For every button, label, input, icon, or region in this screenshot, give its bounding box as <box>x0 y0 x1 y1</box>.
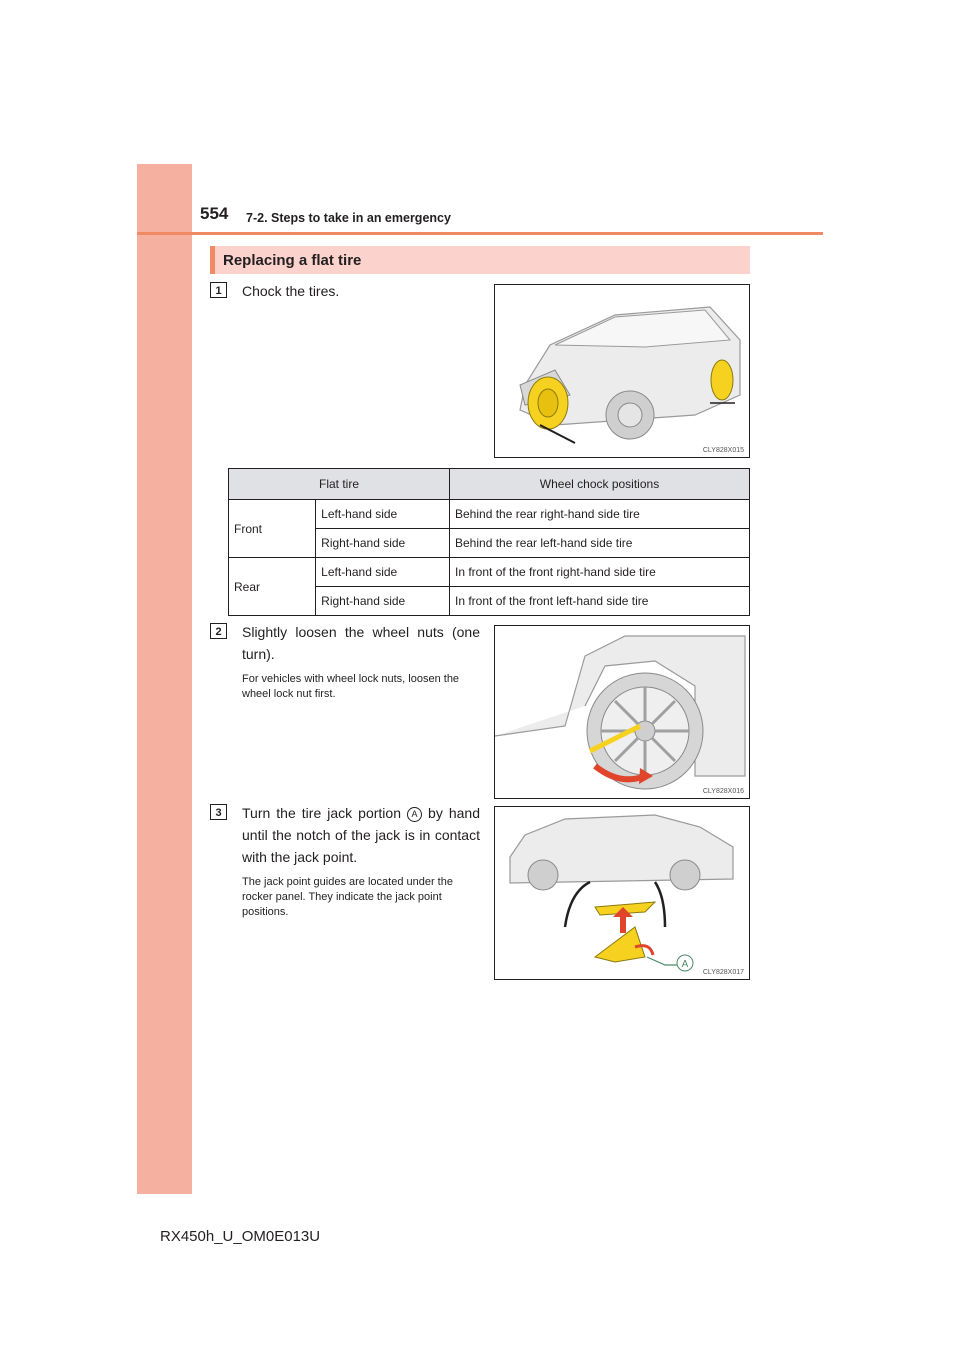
chapter-heading: 7-2. Steps to take in an emergency <box>246 211 451 225</box>
step-2-number: 2 <box>210 623 227 639</box>
table-header-row <box>229 469 750 500</box>
step-3-text-after: by hand until the notch of the jack is in contact with the jack point. <box>242 805 481 865</box>
table-group-label: Rear <box>229 558 316 616</box>
figure-code: CLY828X015 <box>702 447 744 454</box>
figure-code: CLY828X017 <box>702 969 744 976</box>
table-cell-side: Left-hand side <box>316 500 450 529</box>
step-1-text: Chock the tires. <box>242 283 340 299</box>
side-tab <box>137 164 192 1194</box>
table-row <box>229 558 750 587</box>
step-2-note: For vehicles with wheel lock nuts, loosen the wheel lock nut first. <box>242 673 460 700</box>
section-title <box>210 246 750 274</box>
step-3-text-before: Turn the tire jack portion <box>242 805 401 821</box>
section-title-text: Replacing a flat tire <box>223 252 362 269</box>
wheel-chock-table <box>228 468 750 616</box>
table-header-flat-tire: Flat tire <box>229 469 450 500</box>
header-rule <box>137 232 823 235</box>
table-cell-side: Left-hand side <box>316 558 450 587</box>
figure-callout-a: A <box>681 959 689 970</box>
table-header-chock-positions: Wheel chock positions <box>450 469 750 500</box>
step-3-number: 3 <box>210 804 227 820</box>
table-cell-side: Right-hand side <box>316 587 450 616</box>
step-2-text: Slightly loosen the wheel nuts (one turn). <box>242 624 480 662</box>
table-cell-side: Right-hand side <box>316 529 450 558</box>
page-number: 554 <box>200 204 229 223</box>
section-title-bar <box>210 246 215 274</box>
table-cell-position: In front of the front left-hand side tire <box>450 587 750 616</box>
figure-jack-point <box>494 806 750 980</box>
figure-loosen-nuts <box>494 625 750 799</box>
wheel-nut-illustration <box>495 626 749 798</box>
footer-code: RX450h_U_OM0E013U <box>160 1228 321 1245</box>
callout-a: A <box>407 807 422 822</box>
step-3-note: The jack point guides are located under the rocker panel. They indicate the jack point positions. <box>242 876 453 918</box>
figure-code: CLY828X016 <box>702 788 744 795</box>
step-1-number: 1 <box>210 282 227 298</box>
jack-illustration <box>495 807 749 979</box>
table-row <box>229 500 750 529</box>
table-cell-position: In front of the front right-hand side tire <box>450 558 750 587</box>
step-3-text <box>242 802 480 868</box>
table-group-label: Front <box>229 500 316 558</box>
figure-chock-tires <box>494 284 750 458</box>
car-chock-illustration <box>495 285 749 457</box>
table-cell-position: Behind the rear left-hand side tire <box>450 529 750 558</box>
table-cell-position: Behind the rear right-hand side tire <box>450 500 750 529</box>
